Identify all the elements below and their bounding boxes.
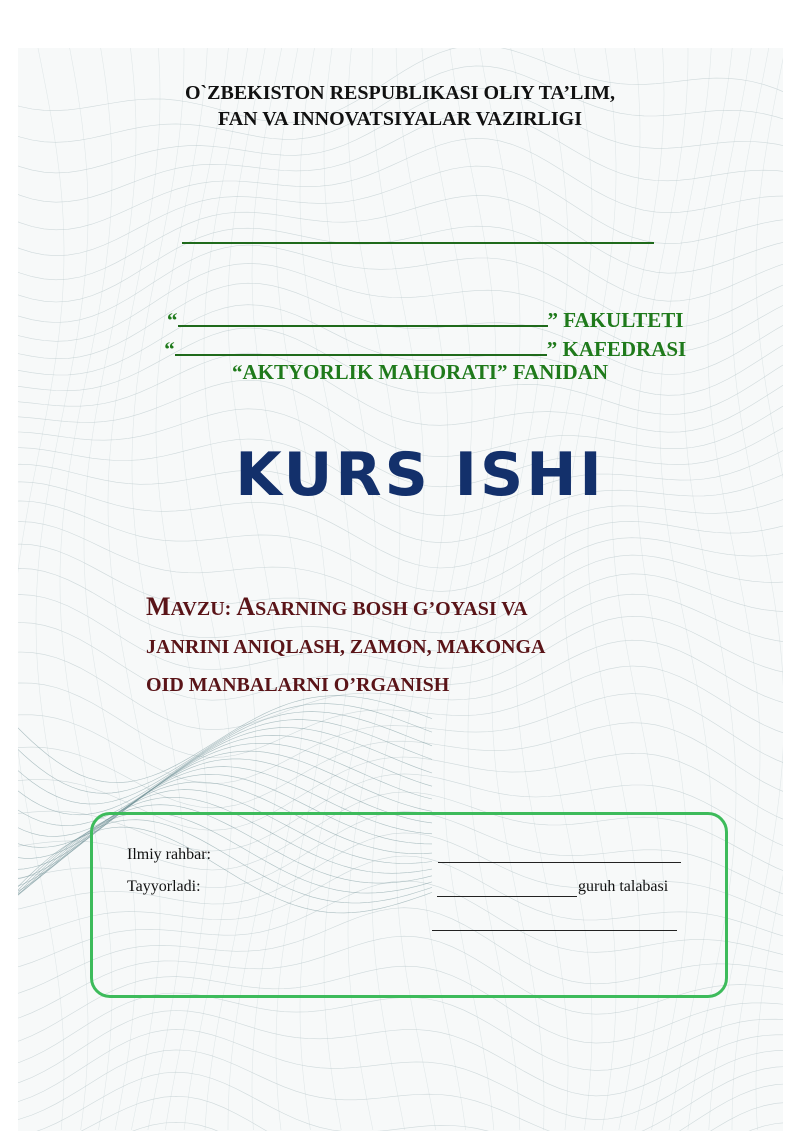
topic-line-1-rest: SARNING BOSH G’OYASI VA xyxy=(255,598,528,620)
topic-line-1 xyxy=(146,588,746,628)
topic-line-2: JANRINI ANIQLASH, ZAMON, MAKONGA xyxy=(146,636,546,658)
guilloche-line xyxy=(36,48,88,1130)
guilloche-line xyxy=(18,48,64,1130)
guilloche-line xyxy=(18,993,783,1070)
ministry-line-1: O`ZBEKISTON RESPUBLIKASI OLIY TA’LIM, xyxy=(184,82,616,104)
guilloche-line xyxy=(18,195,783,279)
topic-label-rest: AVZU: xyxy=(170,598,232,620)
guilloche-line xyxy=(18,501,783,592)
ministry-line-2: FAN VA INNOVATSIYALAR VAZIRLIGI xyxy=(217,108,582,130)
topic-label-initial: M xyxy=(146,592,171,621)
ministry-header xyxy=(0,80,800,132)
guilloche-line xyxy=(18,1050,783,1131)
advisor-signature-blank xyxy=(438,862,681,863)
guilloche-line xyxy=(18,720,432,815)
department-name-blank xyxy=(175,334,547,356)
guilloche-line xyxy=(18,138,783,230)
group-student-label: guruh talabasi xyxy=(578,878,669,895)
topic-block xyxy=(146,588,746,704)
guilloche-line xyxy=(18,1011,783,1096)
topic-line-3: OID MANBALARNI O’RGANISH xyxy=(146,674,450,696)
department-open-quote: “ xyxy=(164,337,175,361)
university-name-blank xyxy=(182,242,654,244)
topic-title-initial: A xyxy=(236,592,256,621)
subject-line: “AKTYORLIK MAHORATI” FANIDAN xyxy=(231,360,609,384)
department-line xyxy=(0,309,800,362)
advisor-label: Ilmiy rahbar: xyxy=(127,846,211,863)
group-number-blank xyxy=(437,896,577,897)
faculty-open-quote: “ xyxy=(167,308,178,332)
guilloche-line xyxy=(18,723,783,808)
faculty-label: ” FAKULTETI xyxy=(547,308,684,332)
student-name-blank xyxy=(432,930,677,931)
guilloche-line xyxy=(18,694,783,784)
guilloche-line xyxy=(18,1096,783,1131)
signature-frame xyxy=(90,812,728,998)
department-label: ” KAFEDRASI xyxy=(546,337,687,361)
work-type-title: KURS ISHI xyxy=(235,440,605,510)
prepared-by-label: Tayyorladi: xyxy=(127,878,201,895)
guilloche-line xyxy=(18,696,432,783)
guilloche-line xyxy=(18,1029,783,1119)
